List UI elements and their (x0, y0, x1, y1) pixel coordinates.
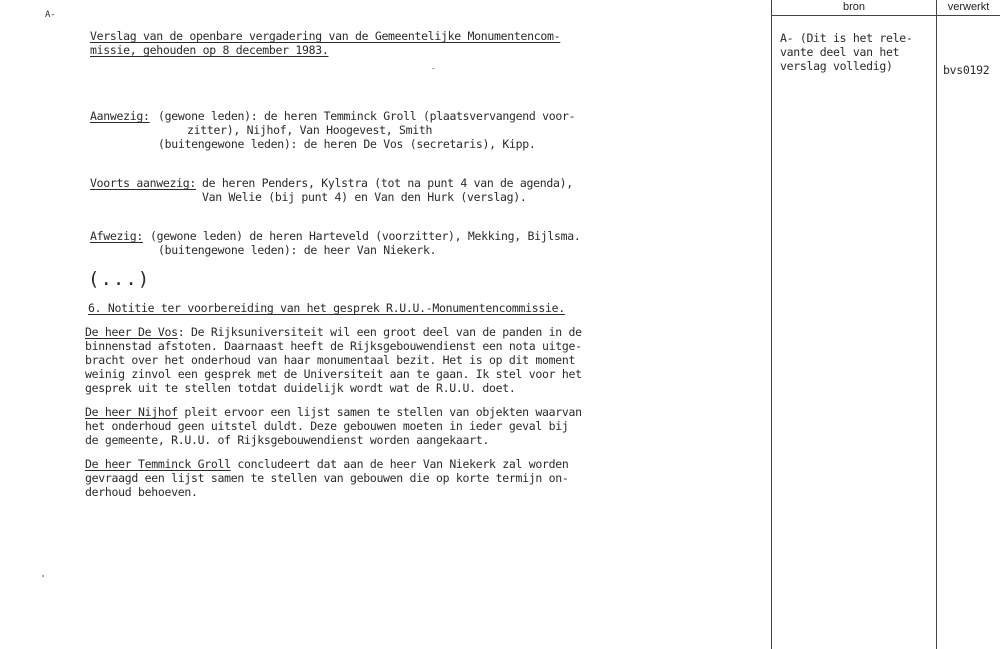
paragraph-de-vos-line1 (85, 325, 582, 340)
section-6-heading: 6. Notitie ter voorbereiding van het gesprek R.U.U.-Monumentencommissie. (88, 301, 565, 315)
paragraph-de-vos-line2: binnenstad afstoten. Daarnaast heeft de Rijksgebouwendienst een nota uitge- (85, 339, 582, 353)
paragraph-nijhof-line3: de gemeente, R.U.U. of Rijksgebouwendienst worden aangekaart. (85, 433, 490, 447)
corner-mark: A- (45, 10, 56, 20)
aanwezig-line1: (gewone leden): de heren Temminck Groll (plaatsvervangend voor- (158, 109, 576, 123)
document-title-line1: Verslag van de openbare vergadering van de Gemeentelijke Monumentencom- (90, 29, 561, 43)
voorts-line2: Van Welie (bij punt 4) en Van den Hurk (verslag). (202, 190, 527, 204)
column-header-rule (771, 15, 1000, 16)
paragraph-de-vos-line1-text: : De Rijksuniversiteit wil een groot deel van de panden in de (177, 325, 582, 339)
verwerkt-code: bvs0192 (943, 63, 990, 77)
paragraph-nijhof-line1 (85, 405, 582, 420)
omission-marker: (...) (88, 268, 151, 290)
afwezig-line2: (buitengewone leden): de heer Van Niekerk. (158, 243, 437, 257)
document-title-line2: missie, gehouden op 8 december 1983. (90, 43, 329, 57)
bron-column-left-border (771, 0, 772, 649)
voorts-aanwezig-label: Voorts aanwezig: (90, 176, 196, 190)
speaker-temminck-groll: De heer Temminck Groll (85, 457, 231, 471)
afwezig-line1: (gewone leden) de heren Harteveld (voorzitter), Mekking, Bijlsma. (150, 229, 581, 243)
verwerkt-column-header: verwerkt (947, 1, 990, 13)
voorts-line1: de heren Penders, Kylstra (tot na punt 4 van de agenda), (202, 176, 573, 190)
aanwezig-line3: (buitengewone leden): de heren De Vos (secretaris), Kipp. (158, 137, 536, 151)
aanwezig-line2: zitter), Nijhof, Van Hoogevest, Smith (187, 123, 433, 137)
afwezig-label: Afwezig: (90, 229, 143, 243)
paragraph-temminck-groll-line1-text: concludeert dat aan de heer Van Niekerk zal worden (230, 457, 569, 471)
paragraph-de-vos-line5: gesprek uit te stellen totdat duidelijk wordt wat de R.U.U. doet. (85, 381, 516, 395)
bron-note-line1: A- (Dit is het rele- (780, 31, 913, 45)
bron-note-line2: vante deel van het (780, 45, 900, 59)
paragraph-nijhof-line1-text: pleit ervoor een lijst samen te stellen van objekten waarvan (177, 405, 582, 419)
paragraph-nijhof-line2: het onderhoud geen uitstel duldt. Deze gebouwen moeten in ieder geval bij (85, 419, 569, 433)
aanwezig-label: Aanwezig: (90, 109, 150, 123)
column-divider (936, 0, 937, 649)
paragraph-temminck-groll-line3: derhoud behoeven. (85, 485, 198, 499)
speaker-de-vos: De heer De Vos (85, 325, 178, 339)
paragraph-temminck-groll-line2: gevraagd een lijst samen te stellen van gebouwen die op korte termijn on- (85, 471, 569, 485)
bron-note-line3: verslag volledig) (780, 59, 893, 73)
paragraph-de-vos-line3: bracht over het onderhoud van haar monumentaal bezit. Het is op dit moment (85, 353, 576, 367)
scan-speck (432, 68, 435, 69)
speaker-nijhof: De heer Nijhof (85, 405, 178, 419)
paragraph-temminck-groll-line1 (85, 457, 569, 472)
scan-speck (42, 575, 44, 577)
bron-column-header: bron (842, 1, 866, 13)
paragraph-de-vos-line4: weinig zinvol een gesprek met de Universiteit aan te gaan. Ik stel voor het (85, 367, 582, 381)
